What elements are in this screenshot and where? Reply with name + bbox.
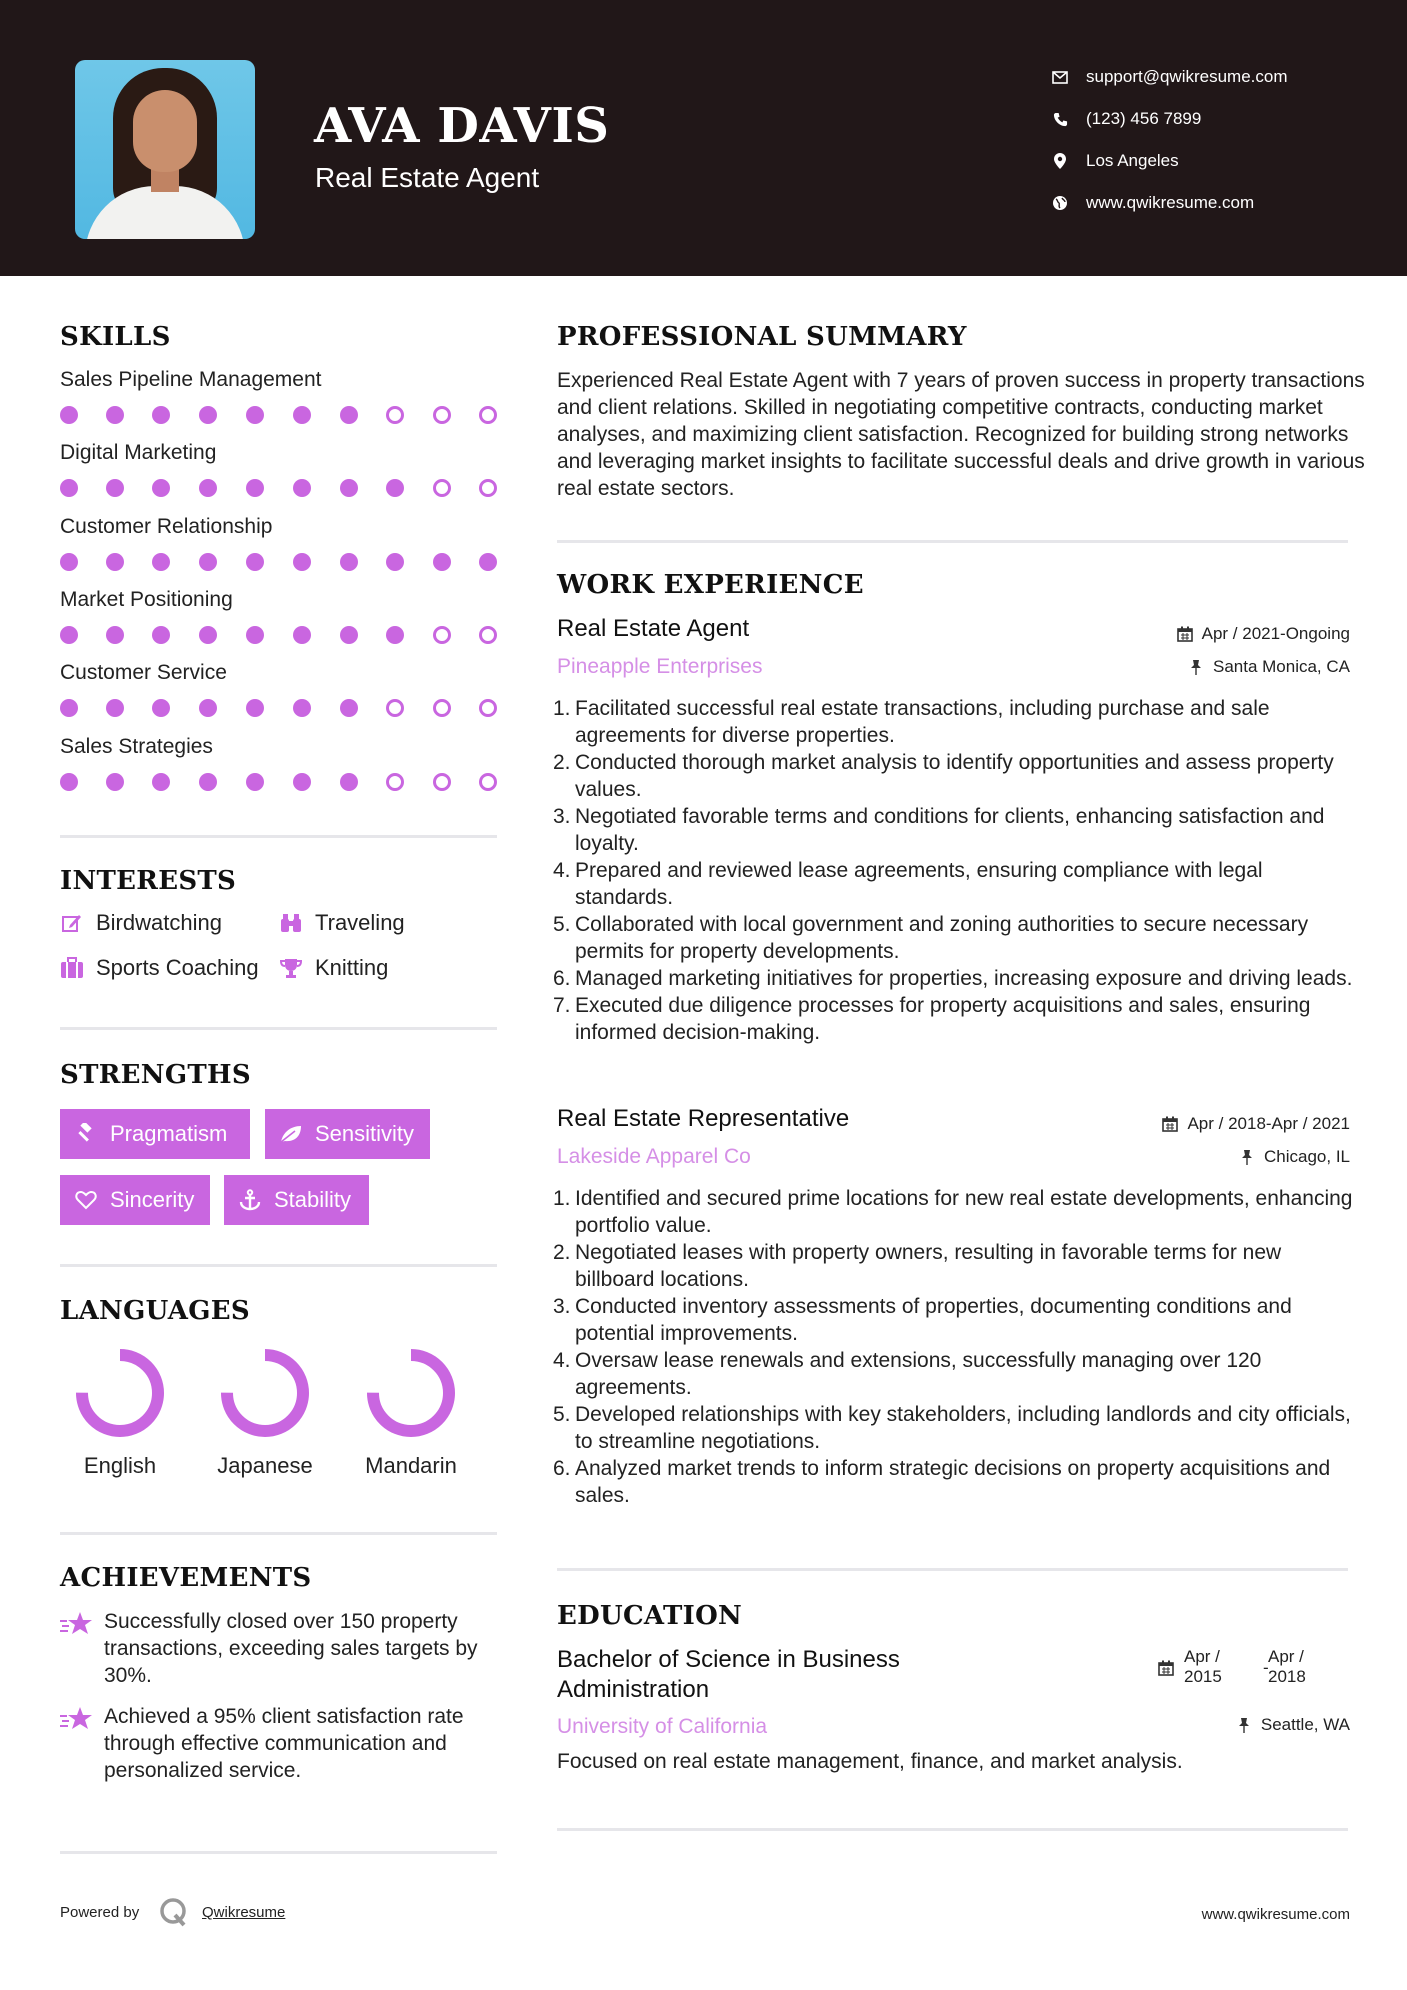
footer-url[interactable]: www.qwikresume.com — [1201, 1906, 1350, 1923]
language-label: Japanese — [217, 1453, 313, 1478]
rating-dot-filled — [106, 773, 124, 791]
rating-dot-filled — [60, 699, 78, 717]
rating-dot-filled — [246, 406, 264, 424]
divider — [60, 1027, 497, 1030]
list-item: 3. Conducted inventory assessments of properties, documenting conditions and potential improvements. — [553, 1295, 1292, 1345]
contact-website-text: www.qwikresume.com — [1086, 193, 1255, 212]
rating-dot-filled — [340, 553, 358, 571]
job-company[interactable]: Lakeside Apparel Co — [557, 1145, 751, 1168]
interest-item — [279, 910, 405, 936]
list-item: 4. Prepared and reviewed lease agreements, ensuring compliance with legal standards. — [553, 859, 1263, 909]
language-item — [60, 1345, 180, 1479]
rating-dot-filled — [199, 773, 217, 791]
candidate-role: Real Estate Agent — [315, 162, 540, 193]
calendar-icon — [1176, 625, 1194, 643]
footer-brand-link[interactable]: Qwikresume — [202, 1904, 286, 1921]
job-dates — [1161, 1114, 1350, 1134]
rating-dot-filled — [60, 553, 78, 571]
contact-phone[interactable] — [1050, 98, 1288, 140]
rating-dot-filled — [386, 479, 404, 497]
map-pin-icon — [1050, 151, 1070, 171]
star-icon — [60, 1705, 96, 1735]
list-item: 3. Negotiated favorable terms and conditions for clients, enhancing satisfaction and loyalty. — [553, 805, 1325, 855]
edu-description: Focused on real estate management, finance, and market analysis. — [557, 1750, 1183, 1773]
skill-label: Sales Pipeline Management — [60, 368, 322, 391]
summary-text: Experienced Real Estate Agent with 7 years of proven success in property transactions and client relations. Skilled in negotiating competitive contracts, conducting market analyses, and maximizing client satisfaction. Recognized for building strong networks and leveraging market insights to facilitate successful deals and drive growth in various real estate sectors. — [557, 369, 1365, 500]
rating-dot-filled — [199, 479, 217, 497]
rating-dot-filled — [246, 553, 264, 571]
interests-title: INTERESTS — [60, 866, 237, 896]
list-item: 1. Facilitated successful real estate transactions, including purchase and sale agreements for diverse properties. — [553, 697, 1270, 747]
edu-start-date: Apr / 2015 — [1184, 1647, 1222, 1686]
rating-dot-filled — [293, 553, 311, 571]
contact-email[interactable] — [1050, 56, 1288, 98]
globe-icon — [1050, 193, 1070, 213]
rating-dot-filled — [106, 479, 124, 497]
rating-dot-filled — [479, 553, 497, 571]
strength-tag — [60, 1109, 250, 1159]
pin-icon — [1235, 1716, 1253, 1734]
rating-dot-filled — [106, 553, 124, 571]
divider — [557, 1828, 1348, 1831]
contact-location — [1050, 140, 1288, 182]
contact-list — [1050, 56, 1288, 224]
job-location-text: Chicago, IL — [1264, 1147, 1350, 1166]
education-title: EDUCATION — [557, 1601, 743, 1631]
gavel-icon — [74, 1122, 98, 1146]
rating-dot-filled — [60, 479, 78, 497]
skill-label: Market Positioning — [60, 587, 233, 611]
skill-label: Customer Relationship — [60, 514, 273, 538]
calendar-icon — [1161, 1115, 1179, 1133]
contact-location-text: Los Angeles — [1086, 151, 1179, 170]
star-icon — [60, 1610, 96, 1640]
degree-title — [557, 1645, 900, 1705]
rating-dot-filled — [152, 699, 170, 717]
rating-dot-empty — [479, 626, 497, 644]
candidate-name: AVA DAVIS — [314, 98, 610, 154]
contact-phone-text: (123) 456 7899 — [1086, 109, 1202, 128]
skill-rating — [60, 479, 500, 499]
interest-label: Knitting — [315, 955, 389, 980]
divider — [557, 1568, 1348, 1571]
rating-dot-empty — [433, 479, 451, 497]
skill-rating — [60, 553, 500, 573]
achievement-text: Achieved a 95% client satisfaction rate through effective communication and personalized service. — [104, 1705, 464, 1782]
strength-tag — [224, 1175, 369, 1225]
rating-dot-filled — [340, 773, 358, 791]
divider — [60, 1532, 497, 1535]
resume-header — [0, 0, 1407, 276]
interest-label: Birdwatching — [96, 910, 222, 935]
strength-label: Sincerity — [110, 1187, 195, 1212]
language-label: Mandarin — [365, 1453, 457, 1478]
school-name[interactable]: University of California — [557, 1715, 768, 1738]
list-item: 4. Oversaw lease renewals and extensions, successfully managing over 120 agreements. — [553, 1349, 1262, 1399]
edu-date-separator: - — [1263, 1658, 1269, 1677]
pin-icon — [1187, 658, 1205, 676]
divider — [60, 1851, 497, 1854]
rating-dot-filled — [246, 626, 264, 644]
rating-dot-filled — [340, 406, 358, 424]
strengths-title: STRENGTHS — [60, 1060, 251, 1090]
edit-icon — [60, 911, 84, 935]
achievement-item — [60, 1703, 500, 1784]
skill-label: Sales Strategies — [60, 734, 213, 758]
rating-dot-filled — [386, 553, 404, 571]
rating-dot-empty — [386, 699, 404, 717]
anchor-icon — [238, 1188, 262, 1212]
language-level-ring — [72, 1345, 168, 1441]
degree-line: Administration — [557, 1676, 710, 1703]
interest-item — [279, 955, 388, 981]
job-dates-text: Apr / 2018-Apr / 2021 — [1187, 1114, 1350, 1133]
rating-dot-filled — [246, 479, 264, 497]
binoculars-icon — [279, 911, 303, 935]
rating-dot-filled — [106, 406, 124, 424]
rating-dot-filled — [340, 626, 358, 644]
skill-rating — [60, 699, 500, 719]
skills-title: SKILLS — [60, 322, 171, 352]
language-label: English — [83, 1453, 157, 1478]
rating-dot-empty — [479, 479, 497, 497]
rating-dot-empty — [386, 773, 404, 791]
skill-label: Digital Marketing — [60, 441, 217, 465]
rating-dot-empty — [433, 406, 451, 424]
language-level-ring — [363, 1345, 459, 1441]
skill-rating — [60, 773, 500, 793]
list-item: 5. Developed relationships with key stakeholders, including landlords and city officials, to streamline negotiations. — [553, 1403, 1351, 1453]
language-item — [351, 1345, 471, 1479]
rating-dot-filled — [246, 773, 264, 791]
rating-dot-filled — [340, 479, 358, 497]
rating-dot-filled — [433, 553, 451, 571]
rating-dot-empty — [386, 406, 404, 424]
rating-dot-filled — [246, 699, 264, 717]
leaf-icon — [279, 1122, 303, 1146]
pin-icon — [1238, 1148, 1256, 1166]
suitcase-icon — [60, 956, 84, 980]
list-item: 6. Managed marketing initiatives for properties, increasing exposure and driving leads. — [553, 967, 1353, 990]
heart-icon — [74, 1188, 98, 1212]
rating-dot-filled — [199, 699, 217, 717]
rating-dot-empty — [433, 773, 451, 791]
strength-label: Pragmatism — [110, 1121, 228, 1146]
strength-label: Sensitivity — [315, 1121, 415, 1146]
job-title: Real Estate Agent — [557, 615, 750, 642]
strength-label: Stability — [274, 1187, 352, 1212]
language-item — [205, 1345, 325, 1479]
list-item: 2. Conducted thorough market analysis to identify opportunities and assess property values. — [553, 751, 1334, 801]
rating-dot-filled — [152, 553, 170, 571]
list-item: 1. Identified and secured prime locations for new real estate developments, enhancing portfolio value. — [553, 1187, 1353, 1237]
job-bullets — [553, 695, 1363, 1046]
job-location — [1187, 657, 1350, 677]
rating-dot-empty — [479, 773, 497, 791]
contact-website[interactable] — [1050, 182, 1288, 224]
rating-dot-filled — [106, 626, 124, 644]
job-bullets — [553, 1185, 1363, 1509]
list-item: 7. Executed due diligence processes for property acquisitions and sales, ensuring informed decision-making. — [553, 994, 1311, 1044]
language-level-ring — [217, 1345, 313, 1441]
rating-dot-filled — [199, 406, 217, 424]
achievements-title: ACHIEVEMENTS — [60, 1563, 312, 1593]
edu-location — [1235, 1715, 1350, 1735]
divider — [60, 835, 497, 838]
contact-email-text: support@qwikresume.com — [1086, 67, 1288, 86]
skill-rating — [60, 406, 500, 426]
rating-dot-empty — [479, 406, 497, 424]
rating-dot-filled — [60, 773, 78, 791]
job-company[interactable]: Pineapple Enterprises — [557, 655, 763, 678]
degree-line: Bachelor of Science in Business — [557, 1646, 900, 1673]
phone-icon — [1050, 109, 1070, 129]
strength-tag — [265, 1109, 430, 1159]
powered-by-label: Powered by — [60, 1904, 140, 1921]
rating-dot-empty — [433, 626, 451, 644]
rating-dot-filled — [293, 406, 311, 424]
skill-label: Customer Service — [60, 661, 227, 685]
edu-end-date: Apr / 2018 — [1268, 1647, 1306, 1686]
summary-title: PROFESSIONAL SUMMARY — [557, 322, 967, 352]
languages-title: LANGUAGES — [60, 1296, 250, 1326]
rating-dot-filled — [152, 406, 170, 424]
strength-tag — [60, 1175, 210, 1225]
experience-title: WORK EXPERIENCE — [557, 570, 864, 600]
job-dates — [1176, 624, 1350, 644]
interest-item — [60, 955, 259, 981]
job-location-text: Santa Monica, CA — [1212, 657, 1350, 676]
rating-dot-filled — [386, 626, 404, 644]
rating-dot-filled — [152, 773, 170, 791]
rating-dot-empty — [433, 699, 451, 717]
interest-label: Sports Coaching — [96, 955, 259, 980]
job-dates-text: Apr / 2021-Ongoing — [1201, 624, 1350, 643]
rating-dot-filled — [340, 699, 358, 717]
rating-dot-filled — [293, 699, 311, 717]
rating-dot-filled — [293, 479, 311, 497]
rating-dot-filled — [60, 406, 78, 424]
job-title: Real Estate Representative — [557, 1105, 850, 1132]
rating-dot-filled — [106, 699, 124, 717]
edu-location-text: Seattle, WA — [1260, 1715, 1350, 1734]
profile-photo — [75, 60, 255, 239]
list-item: 5. Collaborated with local government and zoning authorities to secure necessary permits for property developments. — [553, 913, 1309, 963]
list-item: 6. Analyzed market trends to inform strategic decisions on property acquisitions and sales. — [553, 1457, 1331, 1507]
list-item: 2. Negotiated leases with property owners, resulting in favorable terms for new billboard locations. — [553, 1241, 1282, 1291]
trophy-icon — [279, 956, 303, 980]
divider — [557, 540, 1348, 543]
rating-dot-filled — [293, 626, 311, 644]
rating-dot-filled — [152, 626, 170, 644]
achievement-item — [60, 1608, 500, 1689]
interest-item — [60, 910, 222, 936]
rating-dot-empty — [479, 699, 497, 717]
rating-dot-filled — [199, 626, 217, 644]
divider — [60, 1264, 497, 1267]
rating-dot-filled — [199, 553, 217, 571]
calendar-icon — [1158, 1660, 1176, 1678]
qwikresume-logo-icon — [158, 1897, 188, 1927]
envelope-icon — [1050, 67, 1070, 87]
rating-dot-filled — [152, 479, 170, 497]
rating-dot-filled — [293, 773, 311, 791]
interest-label: Traveling — [315, 910, 405, 935]
skill-rating — [60, 626, 500, 646]
rating-dot-filled — [60, 626, 78, 644]
job-location — [1238, 1147, 1350, 1167]
achievement-text: Successfully closed over 150 property transactions, exceeding sales targets by 30%. — [104, 1610, 478, 1687]
